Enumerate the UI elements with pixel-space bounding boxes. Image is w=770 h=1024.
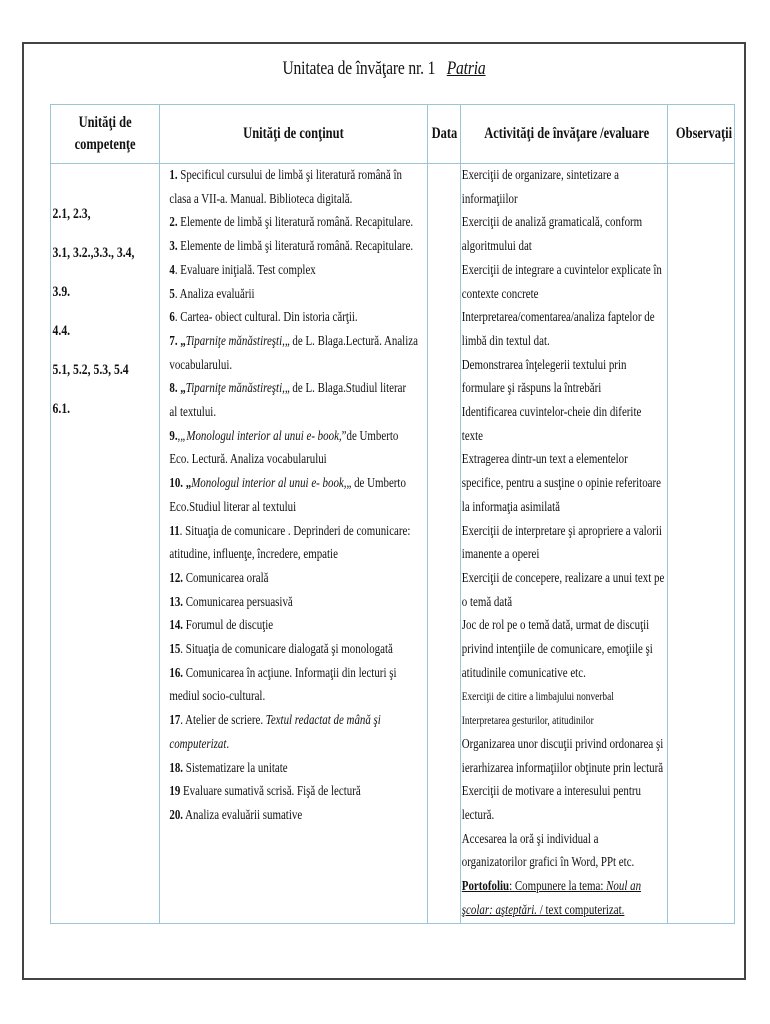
- content-line: [169, 425, 436, 449]
- content-cell: [160, 164, 428, 924]
- activity-line: organizatorilor grafici în Word, PPt etc.: [461, 855, 635, 871]
- competence-item: 4.4.: [52, 323, 71, 339]
- activity-line: o temă dată: [461, 594, 513, 610]
- activity-line: ierarhizarea informaţiilor obţinute prin lectură: [461, 760, 664, 776]
- content-text: „ de L. Blaga.Lectură. Analiza: [284, 333, 418, 349]
- activity-line: informaţiilor: [461, 191, 518, 207]
- content-text: „ de Umberto: [346, 476, 406, 492]
- portfolio-line: [462, 899, 668, 923]
- lesson-number: 14.: [169, 618, 184, 634]
- competence-item: 3.1, 3.2.,3.3., 3.4,: [52, 245, 135, 261]
- content-text: vocabularului.: [169, 357, 233, 373]
- content-text: .: [226, 736, 230, 752]
- lesson-number: 15: [169, 642, 181, 658]
- content-line: [169, 520, 436, 544]
- activity-line: Demonstrarea înţelegerii textului prin: [461, 357, 627, 373]
- content-text: Forumul de discuţie: [183, 618, 274, 634]
- content-line: [169, 377, 436, 401]
- content-line: [169, 354, 436, 378]
- content-italic: Tiparniţe mănăstireşti,: [185, 333, 285, 349]
- portfolio-line: [462, 875, 668, 899]
- lesson-number: 12.: [169, 570, 184, 586]
- lesson-number: 1.: [169, 168, 178, 183]
- competences-cell: [51, 164, 160, 924]
- content-line: [169, 401, 436, 425]
- content-text: clasa a VII-a. Manual. Biblioteca digitală.: [169, 191, 353, 207]
- content-text: mediul socio-cultural.: [169, 689, 266, 705]
- learning-unit-table: [50, 104, 735, 924]
- content-line: [169, 757, 436, 781]
- content-text: Comunicarea în acţiune. Informaţii din lecturi şi: [183, 665, 397, 681]
- activity-line: Exerciţii de citire a limbajului nonverbal: [461, 689, 614, 704]
- content-italic: Textul redactat de mână şi: [265, 713, 381, 729]
- content-line: [169, 638, 436, 662]
- content-line: [169, 283, 436, 307]
- content-text: Evaluare sumativă scrisă. Fişă de lectură: [180, 784, 361, 800]
- activity-line: atitudinile comunicative etc.: [461, 665, 586, 681]
- content-italic: ,„Monologul interior al unui e- book,: [177, 428, 342, 444]
- activities-cell: [461, 164, 668, 924]
- lesson-number: 13.: [169, 594, 184, 610]
- lesson-number: 20.: [169, 807, 184, 823]
- content-italic: Monologul interior al unui e- book,: [191, 476, 347, 492]
- content-text: „ de L. Blaga.Studiul literar: [284, 381, 407, 397]
- activity-line: limbă din textul dat.: [461, 333, 550, 349]
- content-line: [169, 164, 436, 188]
- lesson-number: 2.: [169, 215, 178, 231]
- lesson-number: 5: [169, 286, 175, 302]
- content-text: Specificul cursului de limbă şi literatură română în: [177, 168, 402, 183]
- content-line: [169, 591, 436, 615]
- content-italic: Tiparniţe mănăstireşti,: [185, 381, 285, 397]
- content-italic: computerizat: [169, 736, 227, 752]
- header-observations: Observaţii: [668, 105, 735, 164]
- portfolio-topic: Noul an: [606, 879, 642, 895]
- activity-line: Interpretarea/comentarea/analiza faptelor de: [461, 310, 655, 326]
- content-line: [169, 733, 436, 757]
- lesson-number: 16.: [169, 665, 184, 681]
- lesson-number: 3.: [169, 239, 178, 255]
- header-date: Data: [428, 105, 461, 164]
- content-line: [169, 188, 436, 212]
- activity-line: lectură.: [461, 807, 495, 823]
- lesson-number: 9.: [169, 428, 178, 444]
- competence-item: 3.9.: [52, 284, 71, 300]
- content-line: [169, 685, 436, 709]
- content-text: Comunicarea persuasivă: [183, 594, 293, 610]
- activity-line: privind intenţiile de comunicare, emoţiile şi: [461, 642, 653, 658]
- lesson-number: 4: [169, 262, 175, 278]
- activity-line: algoritmului dat: [461, 239, 532, 255]
- activity-line: Accesarea la oră şi individual a: [461, 831, 599, 847]
- activity-line: contexte concrete: [461, 286, 539, 302]
- content-line: [169, 306, 436, 330]
- portfolio-topic: şcolar: aşteptări.: [461, 902, 538, 918]
- content-text: Elemente de limbă şi literatură română. Recapitulare.: [177, 239, 414, 255]
- observations-cell: [668, 164, 735, 924]
- content-line: [169, 448, 436, 472]
- lesson-number: 7. „: [169, 333, 186, 349]
- content-text: Eco. Lectură. Analiza vocabularului: [169, 452, 327, 468]
- competence-item: 5.1, 5.2, 5.3, 5.4: [52, 362, 129, 378]
- content-line: [169, 780, 436, 804]
- content-text: Elemente de limbă şi literatură română. Recapitulare.: [177, 215, 414, 231]
- header-competences: Unităţi de competenţe: [51, 105, 160, 164]
- activity-line: Exerciţii de integrare a cuvintelor explicate în: [461, 262, 662, 278]
- document-page: [22, 42, 746, 980]
- portfolio-label: Portofoliu: [461, 879, 510, 895]
- activity-line: Joc de rol pe o temă dată, urmat de discuţii: [461, 618, 650, 634]
- activity-line: imanente a operei: [461, 547, 540, 563]
- content-text: . Atelier de scriere.: [180, 713, 266, 729]
- content-line: [169, 567, 436, 591]
- document-title: [89, 58, 679, 80]
- content-line: [169, 614, 436, 638]
- content-line: [169, 330, 436, 354]
- portfolio-text: : Compunere la tema:: [509, 879, 607, 895]
- content-text: atitudine, influenţe, încredere, empatie: [169, 547, 338, 563]
- title-main: Unitatea de învăţare nr. 1: [282, 58, 436, 79]
- lesson-number: 6: [169, 310, 175, 326]
- content-text: . Evaluare iniţială. Test complex: [174, 262, 316, 278]
- content-text: . Situaţia de comunicare dialogată şi monologată: [180, 642, 393, 658]
- activity-line: Interpretarea gesturilor, atitudinilor: [461, 713, 594, 728]
- content-line: [169, 496, 436, 520]
- activity-line: Exerciţii de concepere, realizare a unui text pe: [461, 570, 665, 586]
- content-line: [169, 709, 436, 733]
- title-topic: Patria: [446, 58, 486, 79]
- lesson-number: 11: [169, 523, 180, 539]
- table-header-row: [51, 105, 735, 164]
- activity-line: Exerciţii de analiză gramaticală, conform: [461, 215, 643, 231]
- header-activities: Activităţi de învăţare /evaluare: [461, 105, 668, 164]
- portfolio-rest: / text computerizat.: [537, 902, 625, 918]
- content-text: . Cartea- obiect cultural. Din istoria cărţii.: [174, 310, 358, 326]
- activity-line: specifice, pentru a susţine o opinie referitoare: [461, 476, 661, 492]
- lesson-number: 10. „: [169, 476, 192, 492]
- content-text: . Analiza evaluării: [174, 286, 255, 302]
- activity-line: Identificarea cuvintelor-cheie din diferite: [461, 405, 642, 421]
- lesson-number: 19: [169, 784, 181, 800]
- content-text: ”de Umberto: [341, 428, 399, 444]
- lesson-number: 8. „: [169, 381, 186, 397]
- content-line: [169, 235, 436, 259]
- content-line: [169, 543, 436, 567]
- activity-line: formulare şi răspuns la întrebări: [461, 381, 602, 397]
- header-content: Unităţi de conţinut: [160, 105, 428, 164]
- content-text: al textului.: [169, 405, 217, 421]
- competence-item: 6.1.: [52, 401, 71, 417]
- lesson-number: 18.: [169, 760, 184, 776]
- activity-line: Exerciţii de interpretare şi apropriere a valorii: [461, 523, 662, 539]
- lesson-number: 17: [169, 713, 181, 729]
- content-text: Analiza evaluării sumative: [183, 807, 303, 823]
- content-line: [169, 259, 436, 283]
- competence-item: 2.1, 2.3,: [52, 206, 91, 222]
- content-line: [169, 211, 436, 235]
- content-text: Eco.Studiul literar al textului: [169, 499, 297, 515]
- content-line: [169, 804, 436, 828]
- activity-line: la informaţia asimilată: [461, 499, 561, 515]
- content-line: [169, 472, 436, 496]
- activity-line: Exerciţii de organizare, sintetizare a: [461, 168, 619, 183]
- content-line: [169, 662, 436, 686]
- activity-line: Exerciţii de motivare a interesului pentru: [461, 784, 641, 800]
- table-row: [51, 164, 735, 924]
- content-text: Sistematizare la unitate: [183, 760, 288, 776]
- activity-line: texte: [461, 428, 484, 444]
- content-text: . Situaţia de comunicare . Deprinderi de comunicare:: [179, 523, 411, 539]
- activity-line: Extragerea dintr-un text a elementelor: [461, 452, 628, 468]
- content-text: Comunicarea orală: [183, 570, 269, 586]
- activity-line: Organizarea unor discuţii privind ordonarea şi: [461, 736, 664, 752]
